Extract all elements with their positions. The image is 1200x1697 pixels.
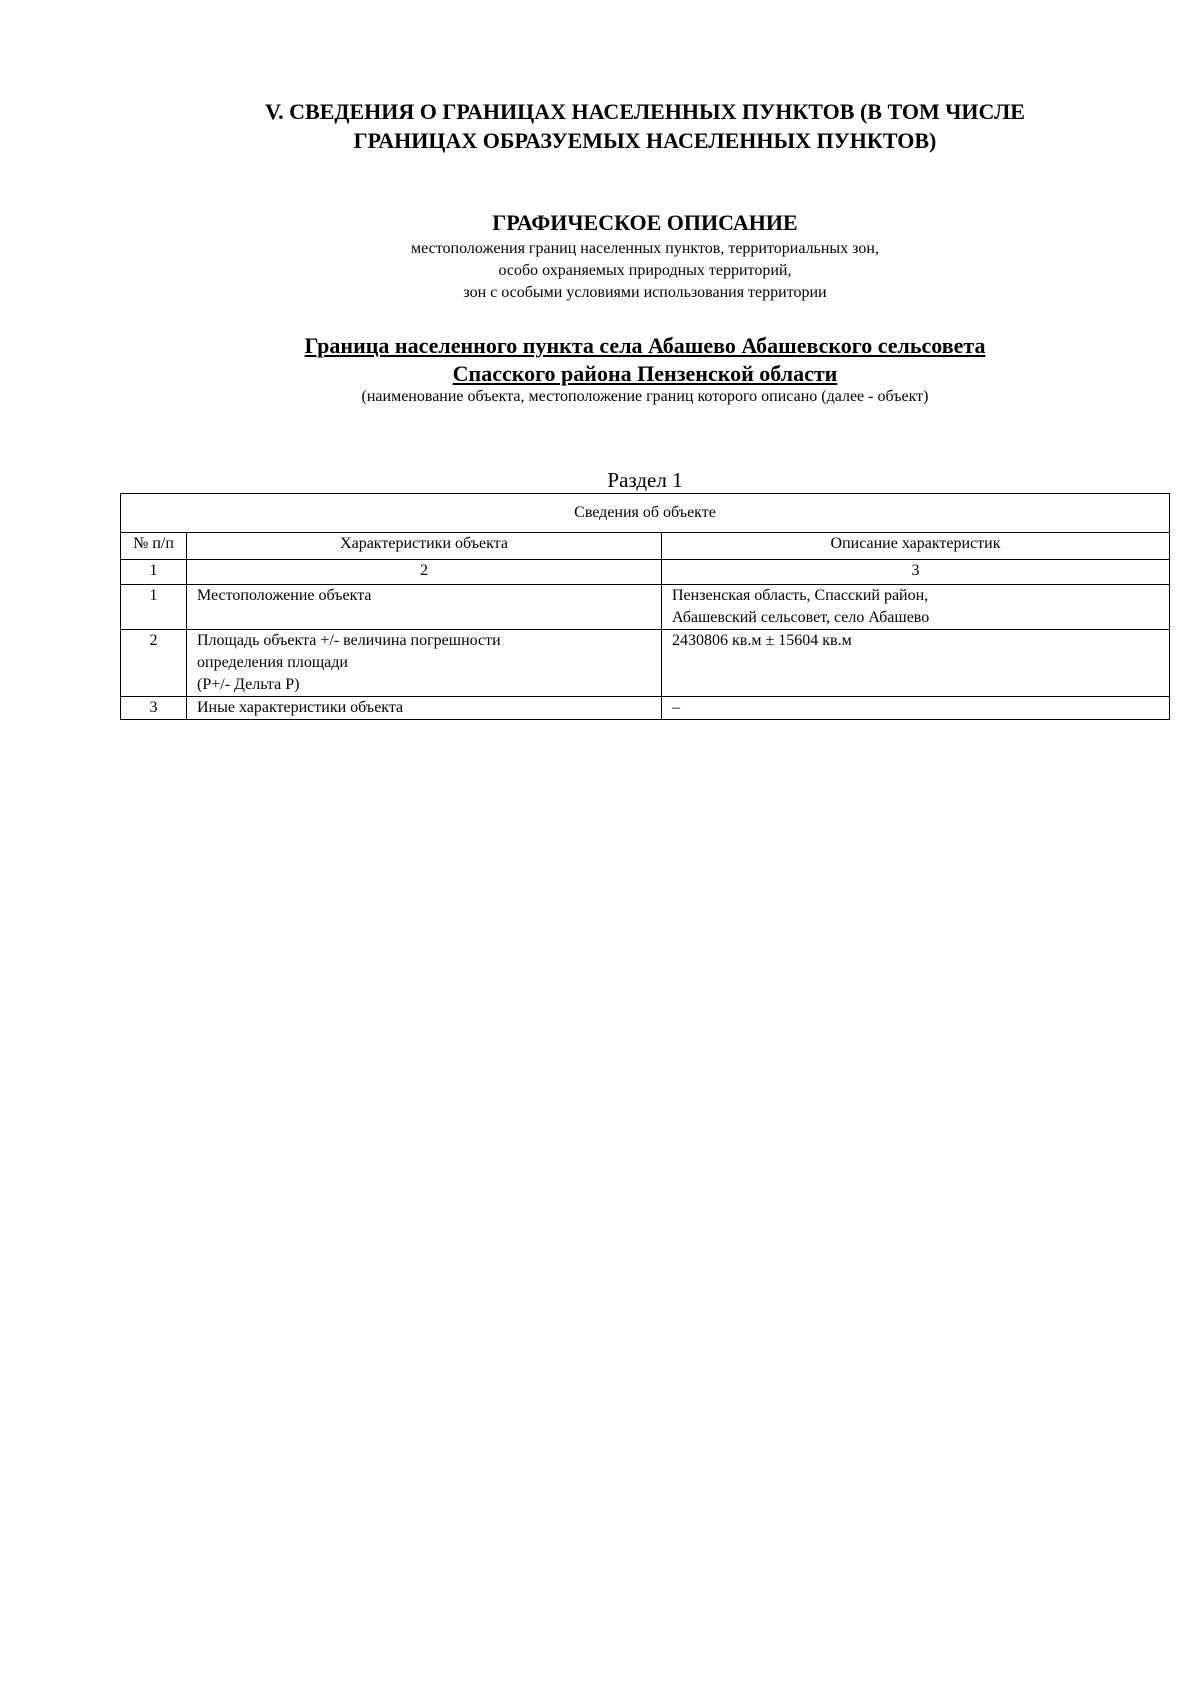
characteristic-line: Иные характеристики объекта bbox=[197, 699, 404, 716]
header-description: Описание характеристик bbox=[662, 533, 1170, 560]
row-characteristic bbox=[187, 697, 662, 720]
table-index-row bbox=[121, 560, 1170, 585]
row-description bbox=[662, 697, 1170, 720]
object-name-line-2: Спасского района Пензенской области bbox=[452, 361, 838, 386]
table-row bbox=[121, 585, 1170, 630]
object-name-line-1: Граница населенного пункта села Абашево Абашевского сельсовета bbox=[304, 333, 986, 358]
section-heading-line-2: ГРАНИЦАХ ОБРАЗУЕМЫХ НАСЕЛЕННЫХ ПУНКТОВ) bbox=[353, 128, 937, 153]
row-num: 1 bbox=[121, 585, 187, 630]
table-caption: Сведения об объекте bbox=[121, 494, 1170, 533]
description-line: Абашевский сельсовет, село Абашево bbox=[672, 609, 930, 626]
row-description bbox=[662, 630, 1170, 697]
graphic-description-title: ГРАФИЧЕСКОЕ ОПИСАНИЕ bbox=[492, 210, 798, 235]
subtitle-line-2: особо охраняемых природных территорий, bbox=[498, 262, 792, 279]
subtitle-line-3: зон с особыми условиями использования территории bbox=[463, 284, 827, 301]
object-info-table bbox=[120, 493, 1170, 720]
section-heading bbox=[160, 97, 1130, 155]
object-name bbox=[160, 332, 1130, 388]
description-line: Пензенская область, Спасский район, bbox=[672, 587, 929, 604]
row-description bbox=[662, 585, 1170, 630]
section-label: Раздел 1 bbox=[607, 468, 683, 492]
graphic-description-subtitle bbox=[160, 238, 1130, 304]
subtitle-line-1: местоположения границ населенных пунктов, территориальных зон, bbox=[411, 240, 879, 257]
characteristic-line: (P+/- Дельта P) bbox=[197, 676, 300, 693]
table-caption-row bbox=[121, 494, 1170, 533]
characteristic-line: определения площади bbox=[197, 654, 348, 671]
object-name-caption: (наименование объекта, местоположение границ которого описано (далее - объект) bbox=[361, 388, 929, 405]
row-characteristic bbox=[187, 630, 662, 697]
section-heading-line-1: V. СВЕДЕНИЯ О ГРАНИЦАХ НАСЕЛЕННЫХ ПУНКТОВ (В ТОМ ЧИСЛЕ bbox=[265, 99, 1025, 124]
index-cell-1: 1 bbox=[121, 560, 187, 585]
description-line: 2430806 кв.м ± 15604 кв.м bbox=[672, 632, 852, 649]
index-cell-2: 2 bbox=[187, 560, 662, 585]
description-line: – bbox=[672, 699, 680, 716]
index-cell-3: 3 bbox=[662, 560, 1170, 585]
table-row bbox=[121, 630, 1170, 697]
header-characteristics: Характеристики объекта bbox=[187, 533, 662, 560]
characteristic-line: Местоположение объекта bbox=[197, 587, 372, 604]
table-row bbox=[121, 697, 1170, 720]
header-num: № п/п bbox=[121, 533, 187, 560]
characteristic-line: Площадь объекта +/- величина погрешности bbox=[197, 632, 501, 649]
row-characteristic bbox=[187, 585, 662, 630]
table-header-row bbox=[121, 533, 1170, 560]
row-num: 2 bbox=[121, 630, 187, 697]
row-num: 3 bbox=[121, 697, 187, 720]
